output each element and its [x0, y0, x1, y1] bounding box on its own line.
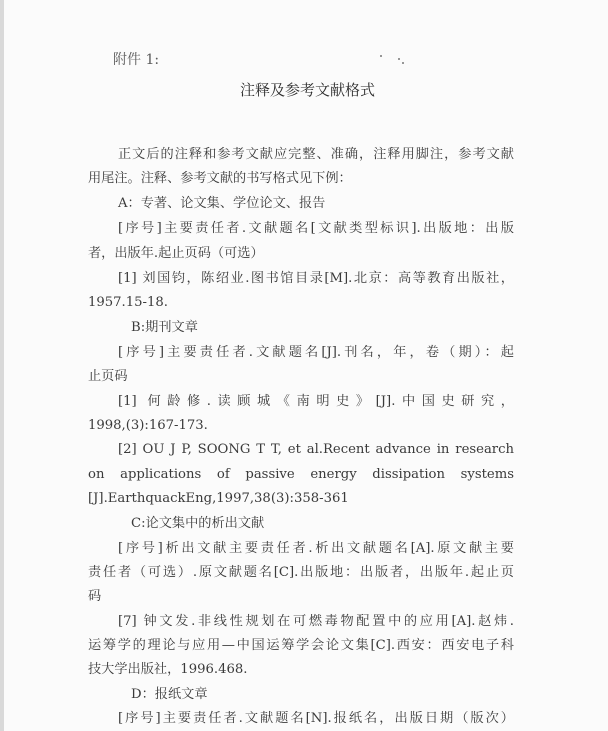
intro-line: 用尾注。注释、参考文献的书写格式见下例：: [88, 171, 352, 186]
section-c-example: 运筹学的理论与应用—中国运筹学会论文集[C].西安：西安电子科: [88, 638, 514, 653]
section-a-heading: A：专著、论文集、学位论文、报告: [118, 196, 326, 211]
section-b-example: on applications of passive energy dissipation systems: [88, 467, 514, 482]
section-b-example: [2] OU J P, SOONG T T, et al.Recent advance in research: [118, 442, 514, 457]
section-b-format: 止页码: [88, 369, 128, 384]
section-b-heading: B:期刊文章: [131, 320, 198, 335]
section-c-format: 码: [88, 589, 102, 604]
section-d-format: [序号]主要责任者.文献题名[N].报纸名，出版日期（版次）: [118, 711, 514, 726]
scan-speck: [398, 58, 400, 60]
intro-line: 正文后的注释和参考文献应完整、准确，注释用脚注，参考文献: [118, 147, 514, 162]
section-a-example: [1] 刘国钧，陈绍业.图书馆目录[M].北京：高等教育出版社，: [118, 271, 514, 286]
section-b-format: [序号]主要责任者.文献题名[J].刊名，年，卷（期）：起: [118, 345, 514, 360]
section-c-format: [序号]析出文献主要责任者.析出文献题名[A].原文献主要: [118, 541, 514, 556]
attachment-label: 附件 1:: [113, 52, 160, 68]
section-a-format: [序号]主要责任者.文献题名[文献类型标识].出版地：出版: [118, 221, 514, 236]
section-c-example: 技大学出版社，1996.468.: [88, 662, 248, 677]
section-d-heading: D：报纸文章: [131, 687, 208, 702]
section-b-example: [J].EarthquackEng,1997,38(3):358-361: [88, 491, 349, 506]
section-b-example: 1998,(3):167-173.: [88, 418, 208, 433]
section-c-example: [7] 钟文发.非线性规划在可燃毒物配置中的应用[A].赵炜.: [118, 614, 514, 629]
page-title: 注释及参考文献格式: [240, 81, 376, 99]
scan-speck: [380, 55, 382, 57]
scan-speck: [402, 62, 404, 64]
section-a-example: 1957.15-18.: [88, 295, 168, 310]
section-b-example: [1] 何龄修.读顾城《南明史》[J].中国史研究，: [118, 394, 514, 409]
page-edge: [0, 0, 4, 731]
section-a-format: 者，出版年.起止页码（可选）: [88, 246, 264, 261]
section-c-format: 责任者（可选）.原文献题名[C].出版地：出版者，出版年.起止页: [88, 565, 514, 580]
section-c-heading: C:论文集中的析出文献: [131, 516, 265, 531]
